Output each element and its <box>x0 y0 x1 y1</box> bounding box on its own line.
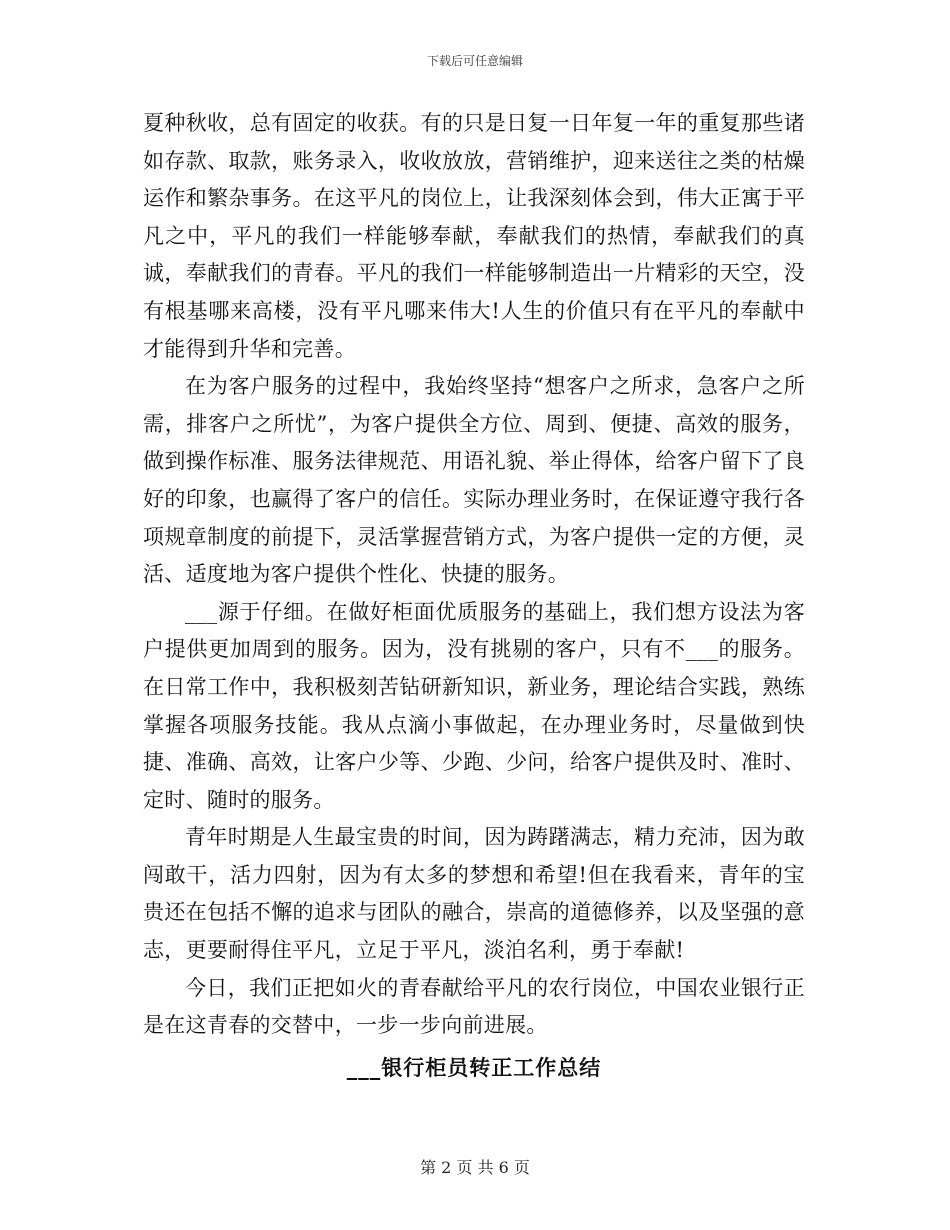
paragraph-3: ___源于仔细。在做好柜面优质服务的基础上，我们想方设法为客户提供更加周到的服务。因为，没有挑剔的客户，只有不___的服务。在日常工作中，我积极刻苦钻研新知识，新业务，理论结合实践，熟练掌握各项服务技能。我从点滴小事做起，在办理业务时，尽量做到快捷、准确、高效，让客户少等、少跑、少问，给客户提供及时、准时、定时、随时的服务。 <box>143 599 805 812</box>
page-number: 第 2 页 共 6 页 <box>420 1158 530 1177</box>
document-body <box>143 105 805 1083</box>
paragraph-5: 今日，我们正把如火的青春献给平凡的农行岗位，中国农业银行正是在这青春的交替中，一步一步向前进展。 <box>143 975 805 1038</box>
paragraph-2: 在为客户服务的过程中，我始终坚持“想客户之所求，急客户之所需，排客户之所忧”，为客户提供全方位、周到、便捷、高效的服务，做到操作标准、服务法律规范、用语礼貌、举止得体，给客户留下了良好的印象，也赢得了客户的信任。实际办理业务时，在保证遵守我行各项规章制度的前提下，灵活掌握营销方式，为客户提供一定的方便，灵活、适度地为客户提供个性化、快捷的服务。 <box>143 374 805 587</box>
page-header: 下载后可任意编辑 <box>426 54 523 68</box>
section-title: ___银行柜员转正工作总结 <box>346 1054 602 1080</box>
paragraph-4: 青年时期是人生最宝贵的时间，因为踌躇满志，精力充沛，因为敢闯敢干，活力四射，因为有太多的梦想和希望!但在我看来，青年的宝贵还在包括不懈的追求与团队的融合，崇高的道德修养，以及坚强的意志，更要耐得住平凡，立足于平凡，淡泊名利，勇于奉献! <box>143 825 805 963</box>
paragraph-1: 夏种秋收，总有固定的收获。有的只是日复一日年复一年的重复那些诸如存款、取款，账务录入，收收放放，营销维护，迎来送往之类的枯燥运作和繁杂事务。在这平凡的岗位上，让我深刻体会到，伟大正寓于平凡之中，平凡的我们一样能够奉献，奉献我们的热情，奉献我们的真诚，奉献我们的青春。平凡的我们一样能够制造出一片精彩的天空，没有根基哪来高楼，没有平凡哪来伟大!人生的价值只有在平凡的奉献中才能得到升华和完善。 <box>143 111 805 361</box>
